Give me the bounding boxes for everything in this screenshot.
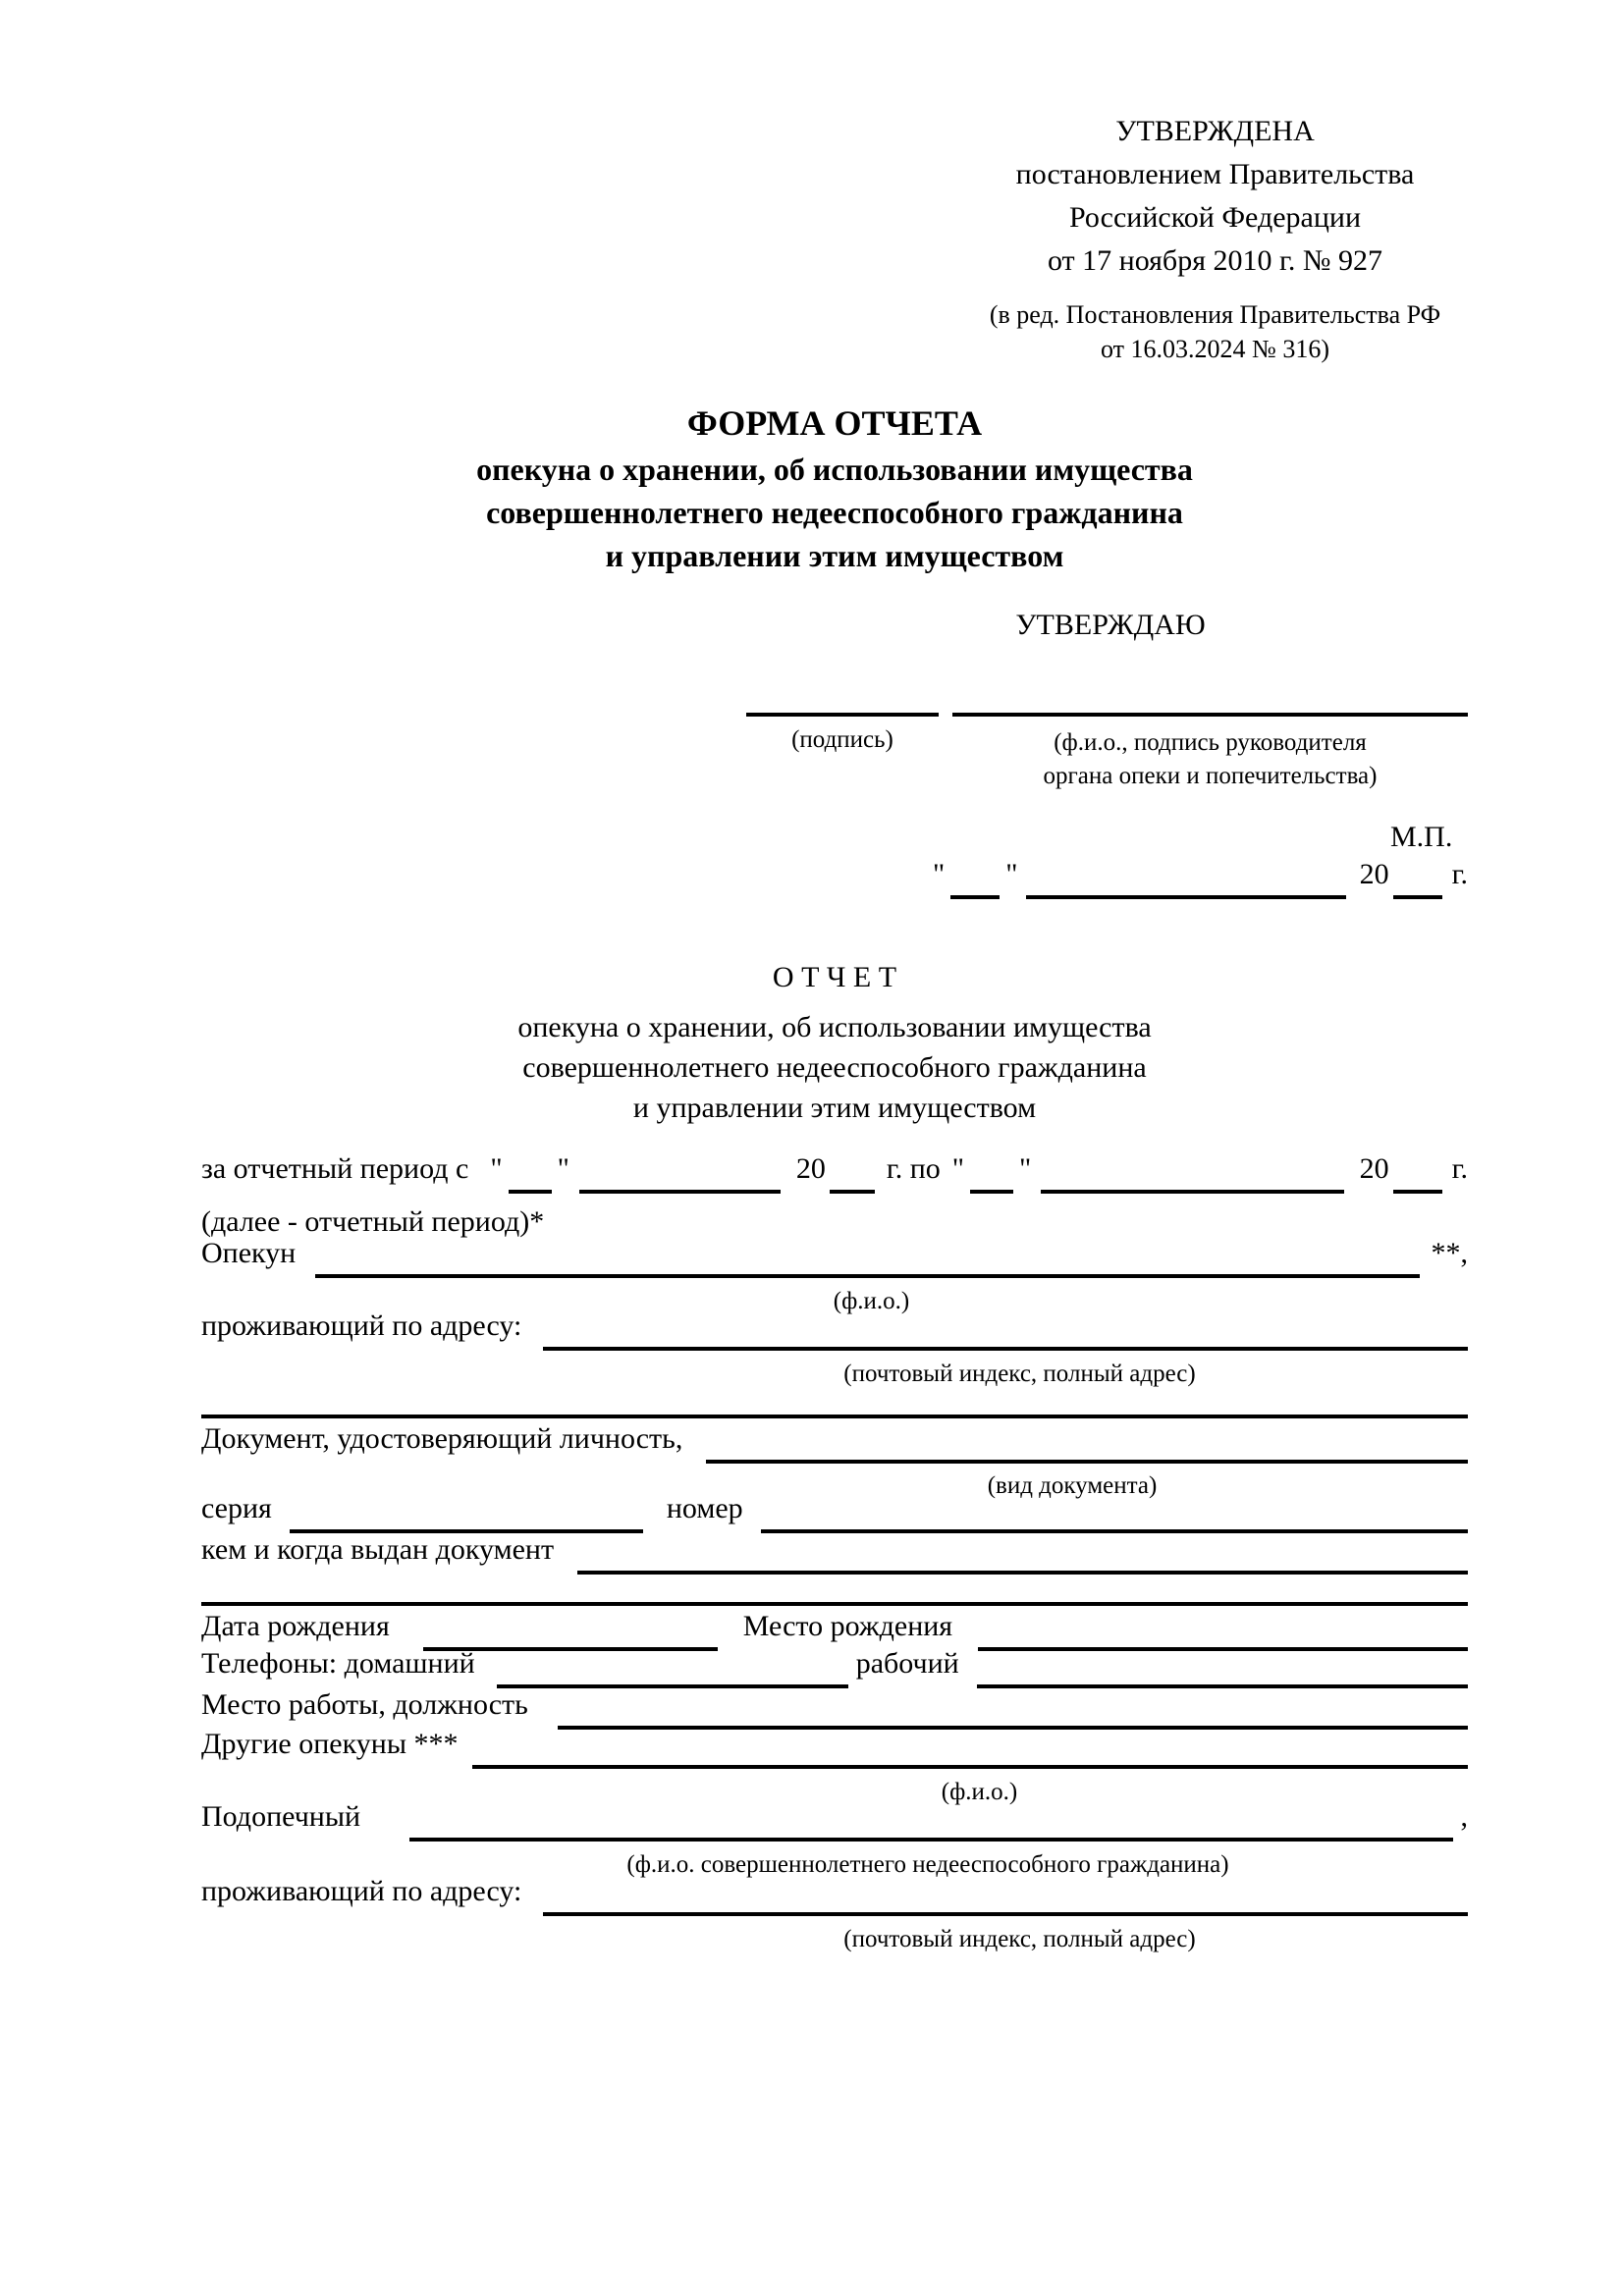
report-title-line: опекуна о хранении, об использовании имущества <box>517 1011 1152 1043</box>
identity-doc-label: Документ, удостоверяющий личность, <box>201 1422 683 1455</box>
report-title-line: совершеннолетнего недееспособного гражданина <box>522 1051 1147 1084</box>
open-quote: " <box>951 1152 965 1185</box>
ward-label: Подопечный <box>201 1800 361 1833</box>
period-po-label: г. по <box>886 1152 941 1185</box>
day-blank-line <box>970 1190 1013 1194</box>
form-title-heading: ФОРМА ОТЧЕТА <box>686 403 983 443</box>
address-caption: (почтовый индекс, полный адрес) <box>843 1926 1196 1952</box>
number-label: номер <box>666 1492 743 1524</box>
phones-row <box>201 1645 1468 1688</box>
form-title-line: опекуна о хранении, об использовании имущества <box>476 452 1193 487</box>
seal-label: М.П. <box>1390 821 1453 853</box>
year-suffix: г. <box>1451 858 1468 890</box>
approval-stamp-line: постановлением Правительства <box>1015 158 1415 190</box>
ward-address-row <box>201 1873 1468 1916</box>
day-blank-line <box>509 1190 552 1194</box>
period-note: (далее - отчетный период)* <box>201 1205 545 1238</box>
address-blank-line <box>543 1347 1468 1351</box>
issued-blank-line <box>577 1571 1468 1575</box>
birth-date-label: Дата рождения <box>201 1610 390 1642</box>
report-title-block <box>201 960 1468 1128</box>
report-subtitle <box>201 1007 1468 1128</box>
month-blank-line <box>579 1190 781 1194</box>
doc-type-caption: (вид документа) <box>987 1472 1158 1499</box>
approver-name-caption-line: органа опеки и попечительства) <box>1043 763 1378 789</box>
close-quote: " <box>1005 858 1018 890</box>
revision-note-line: (в ред. Постановления Правительства РФ <box>989 300 1441 329</box>
doc-type-blank-line <box>706 1460 1468 1464</box>
close-quote: " <box>1019 1152 1032 1185</box>
other-guardians-blank-line <box>472 1765 1468 1769</box>
approval-stamp <box>962 110 1468 283</box>
revision-note-line: от 16.03.2024 № 316) <box>1101 335 1329 363</box>
close-quote: " <box>557 1152 569 1185</box>
year-blank-line <box>1393 895 1442 899</box>
year-blank-line <box>1393 1190 1442 1194</box>
year-prefix: 20 <box>795 1152 826 1185</box>
ward-name-blank-line <box>409 1838 1452 1842</box>
series-label: серия <box>201 1492 272 1524</box>
form-title-line: совершеннолетнего недееспособного гражданина <box>486 495 1183 530</box>
report-heading: О Т Ч Е Т <box>772 961 897 993</box>
period-label: за отчетный период с <box>201 1152 469 1185</box>
ward-row <box>201 1798 1468 1842</box>
form-title-line: и управлении этим имуществом <box>605 538 1064 573</box>
doc-issued-row <box>201 1531 1468 1575</box>
guardian-address-row <box>201 1308 1468 1351</box>
year-prefix: 20 <box>1359 858 1389 890</box>
guardian-footnote-marks: **, <box>1431 1237 1468 1269</box>
approver-name-blank-line <box>952 713 1468 717</box>
signature-blank-line <box>746 713 939 717</box>
report-title-line: и управлении этим имуществом <box>632 1092 1037 1124</box>
year-blank-line <box>830 1190 875 1194</box>
month-blank-line <box>1041 1190 1343 1194</box>
fio-caption: (ф.и.о.) <box>833 1288 910 1314</box>
approval-stamp-line: от 17 ноября 2010 г. № 927 <box>1047 244 1383 277</box>
form-title-block <box>201 402 1468 577</box>
approve-date-row <box>933 856 1468 899</box>
birth-place-label: Место рождения <box>742 1610 953 1642</box>
doc-series-number-row <box>201 1490 1468 1533</box>
phones-label: Телефоны: домашний <box>201 1647 475 1680</box>
year-suffix: г. <box>1451 1152 1468 1185</box>
approve-label: УТВЕРЖДАЮ <box>1015 609 1206 641</box>
workplace-label: Место работы, должность <box>201 1688 528 1721</box>
fio-caption: (ф.и.о.) <box>941 1779 1018 1805</box>
workplace-row <box>201 1686 1468 1730</box>
revision-note <box>962 297 1468 366</box>
issued-label: кем и когда выдан документ <box>201 1533 555 1566</box>
address-label: проживающий по адресу: <box>201 1309 522 1342</box>
approver-name-caption-line: (ф.и.о., подпись руководителя <box>1054 729 1367 756</box>
ward-fio-caption: (ф.и.о. совершеннолетнего недееспособного гражданина) <box>626 1851 1229 1878</box>
day-blank-line <box>950 895 1000 899</box>
form-title-subtitle <box>201 448 1468 577</box>
signature-caption: (подпись) <box>791 726 893 753</box>
month-blank-line <box>1026 895 1346 899</box>
open-quote: " <box>933 858 946 890</box>
approval-stamp-line: Российской Федерации <box>1068 201 1362 234</box>
guardian-row <box>201 1235 1468 1278</box>
address-caption: (почтовый индекс, полный адрес) <box>843 1361 1196 1387</box>
open-quote: " <box>490 1152 503 1185</box>
other-guardians-label: Другие опекуны *** <box>201 1728 459 1760</box>
guardian-label: Опекун <box>201 1237 297 1269</box>
address-blank-line <box>543 1912 1468 1916</box>
section-divider <box>201 1602 1468 1606</box>
ward-comma: , <box>1460 1800 1468 1833</box>
approver-name-caption <box>952 726 1468 793</box>
other-guardians-row <box>201 1726 1468 1769</box>
section-divider <box>201 1415 1468 1418</box>
report-period-row <box>201 1150 1468 1194</box>
address-label: проживающий по адресу: <box>201 1875 522 1907</box>
work-phone-label: рабочий <box>855 1647 959 1680</box>
approval-stamp-line: УТВЕРЖДЕНА <box>1115 115 1315 147</box>
guardian-name-blank-line <box>315 1274 1419 1278</box>
year-prefix: 20 <box>1359 1152 1389 1185</box>
identity-doc-row <box>201 1420 1468 1464</box>
